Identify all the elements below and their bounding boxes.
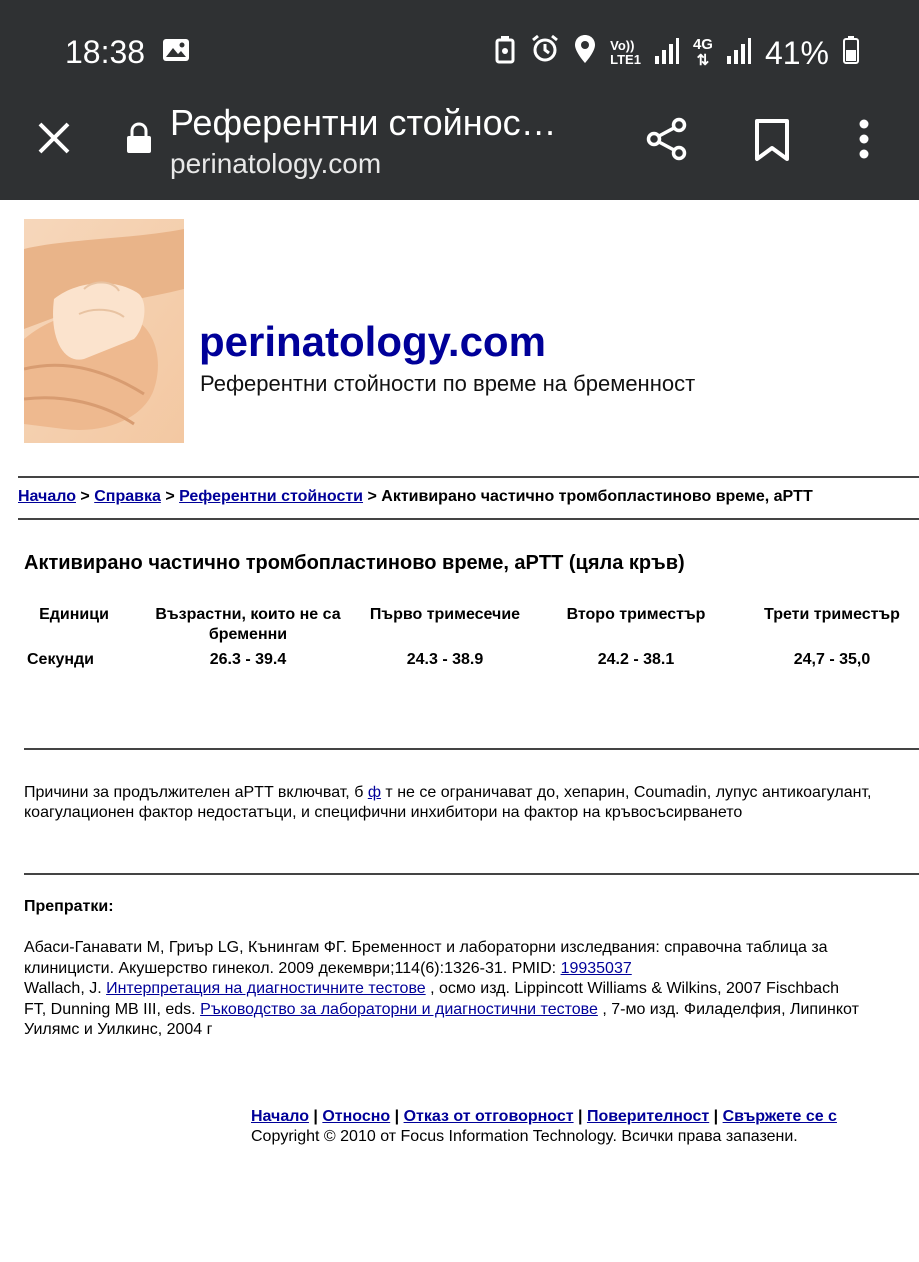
- table-header-units: Единици: [39, 606, 109, 623]
- table-header-second-trimester: Второ триместър: [566, 606, 706, 623]
- more-options-icon[interactable]: [858, 118, 870, 165]
- close-icon[interactable]: [36, 120, 72, 161]
- volte-label: Vo)): [610, 38, 635, 53]
- reference-1-line-2: клиницисти. Акушерство гинекол. 2009 декември;114(6):1326-31. PMID:: [24, 959, 561, 977]
- table-cell-units: Секунди: [27, 651, 95, 668]
- breadcrumb-separator: >: [165, 488, 175, 505]
- references-list: [24, 938, 919, 1041]
- footer-links: [251, 1107, 837, 1127]
- reference-2-link[interactable]: Интерпретация на диагностичните тестове: [106, 980, 426, 997]
- battery-saver-icon: [494, 35, 516, 72]
- table-cell-second-trimester: 24.2 - 38.1: [597, 651, 675, 668]
- site-footer: [251, 1107, 837, 1147]
- footer-separator: |: [390, 1108, 404, 1125]
- footer-disclaimer-link[interactable]: Отказ от отговорност: [403, 1108, 574, 1125]
- divider: [18, 518, 919, 520]
- table-cell-nonpregnant: 26.3 - 39.4: [209, 651, 287, 668]
- causes-text-start: Причини за продължителен aPTT включват, б: [24, 784, 364, 801]
- table-cell-first-trimester: 24.3 - 38.9: [406, 651, 484, 668]
- reference-1-line-1: Абаси-Ганавати М, Гриър LG, Кънингам ФГ. Бременност и лабораторни изследвания: справочна таблица за: [24, 939, 828, 956]
- reference-3-author: FT, Dunning MB III, eds.: [24, 1000, 201, 1018]
- copyright-text: Copyright © 2010 от Focus Information Technology. Всички права запазени.: [251, 1128, 798, 1145]
- browser-toolbar: [0, 100, 919, 200]
- breadcrumb-reference-link[interactable]: Справка: [94, 488, 161, 505]
- breadcrumb-separator: >: [367, 488, 377, 505]
- volte-icon: [610, 39, 641, 67]
- gallery-notification-icon: [162, 38, 190, 67]
- breadcrumb-values-link[interactable]: Референтни стойности: [179, 488, 364, 505]
- footer-contact-link[interactable]: Свържете се с: [722, 1108, 837, 1125]
- signal-icon: [655, 35, 679, 72]
- site-tagline: Референтни стойности по време на бременност: [200, 371, 696, 396]
- reference-3-link[interactable]: Ръководство за лабораторни и диагностични тестове: [200, 1000, 598, 1018]
- breadcrumb: [18, 488, 813, 506]
- battery-percent: 41%: [764, 34, 829, 71]
- references-heading: Препратки:: [24, 898, 114, 915]
- causes-text-end: т не се ограничават до, хепарин, Coumadin, лупус антикоагулант, коагулационен фактор недостатъци, и специфични инхибитори на фактор на кръвосъсирването: [24, 784, 872, 821]
- network-4g-label: 4G: [692, 36, 713, 53]
- data-arrows-icon: ⇅: [696, 52, 710, 69]
- breadcrumb-home-link[interactable]: Начало: [18, 488, 76, 505]
- bookmark-icon[interactable]: [754, 118, 790, 167]
- breadcrumb-separator: >: [80, 488, 90, 505]
- table-header-first-trimester: Първо тримесечие: [369, 606, 521, 623]
- site-logo-text[interactable]: perinatology.com: [199, 318, 546, 365]
- network-4g-icon: [693, 37, 713, 69]
- lte-label: LTE1: [610, 52, 641, 67]
- share-icon[interactable]: [644, 116, 690, 167]
- breadcrumb-current: Активирано частично тромбопластиново време, aPTT: [381, 488, 813, 505]
- causes-paragraph: [24, 783, 904, 823]
- divider: [18, 476, 919, 478]
- reference-3-details: , 7-мо изд. Филаделфия, Липинкот: [597, 1000, 859, 1018]
- pmid-link[interactable]: 19935037: [560, 959, 632, 977]
- location-icon: [574, 34, 596, 72]
- hands-photo: [24, 219, 184, 443]
- status-bar: [0, 0, 919, 100]
- reference-2-author: Wallach, J.: [24, 980, 107, 997]
- lock-icon[interactable]: [126, 122, 152, 159]
- signal-icon-2: [727, 35, 751, 72]
- footer-privacy-link[interactable]: Поверителност: [586, 1108, 710, 1125]
- page-url: perinatology.com: [170, 148, 382, 179]
- causes-inline-link[interactable]: ф: [367, 784, 381, 801]
- reference-2-details: , осмо изд. Lippincott Williams & Wilkins, 2007 Fischbach: [425, 980, 839, 997]
- footer-about-link[interactable]: Относно: [322, 1108, 391, 1125]
- section-heading: Активирано частично тромбопластиново време, aPTT (цяла кръв): [24, 552, 685, 574]
- alarm-icon: [530, 34, 560, 72]
- footer-home-link[interactable]: Начало: [251, 1108, 309, 1125]
- divider: [24, 748, 919, 750]
- page-title: Референтни стойнос…: [170, 102, 557, 143]
- table-header-third-trimester: Трети триместър: [764, 606, 900, 623]
- status-time: 18:38: [65, 34, 146, 70]
- battery-icon: [843, 35, 859, 72]
- footer-separator: |: [573, 1108, 587, 1125]
- reference-3-line-2: Уилямс и Уилкинс, 2004 г: [24, 1021, 213, 1038]
- table-cell-third-trimester: 24,7 - 35,0: [793, 651, 871, 668]
- footer-separator: |: [709, 1108, 723, 1125]
- table-header-nonpregnant: Възрастни, които не са бременни: [155, 606, 341, 643]
- divider: [24, 873, 919, 875]
- footer-separator: |: [308, 1108, 323, 1125]
